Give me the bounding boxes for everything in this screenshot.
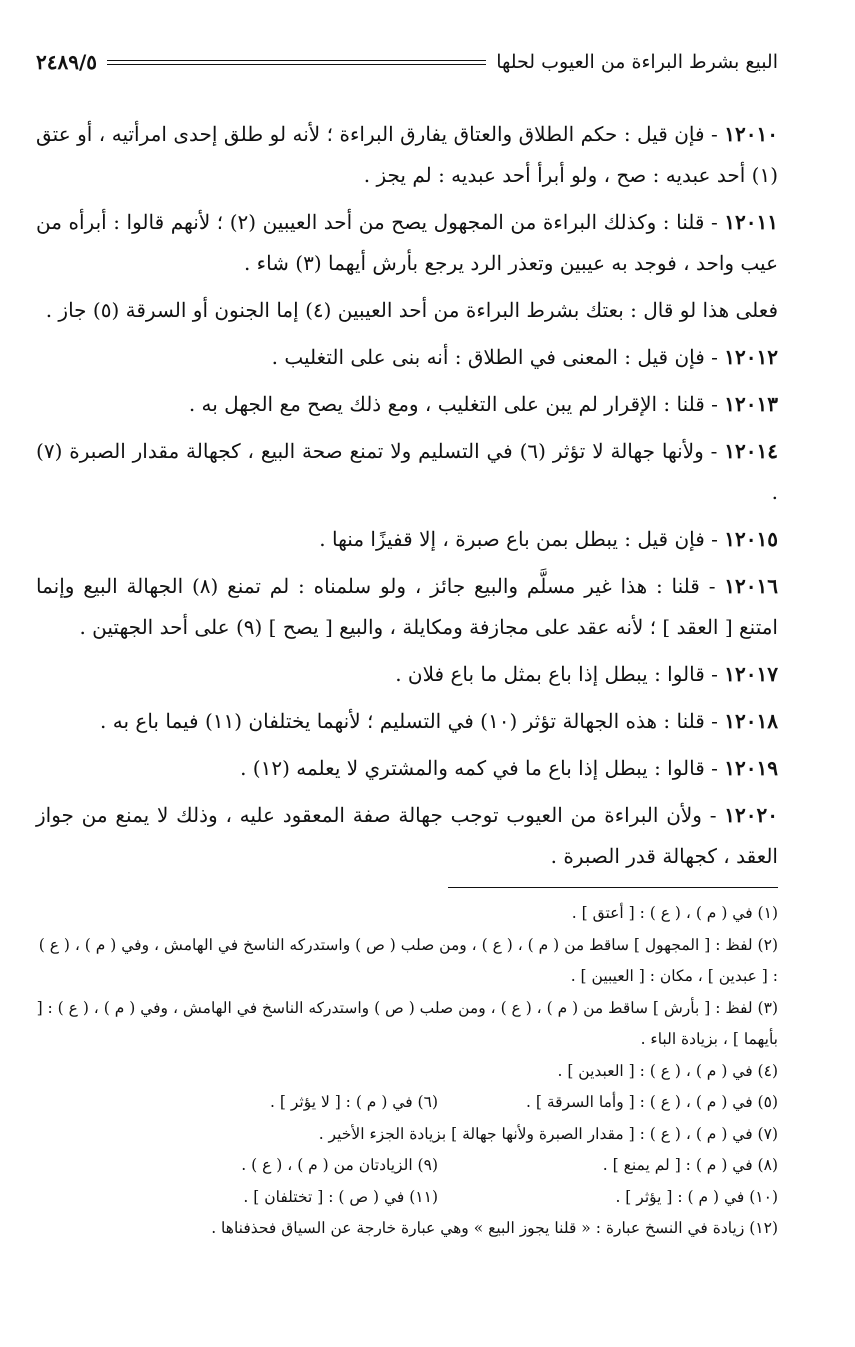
paragraph-text: - ولأن البراءة من العيوب توجب جهالة صفة المعقود عليه ، وذلك لا يمنع من جواز العقد ، كجهالة قدر الصبرة . <box>36 803 778 868</box>
footnote-row <box>36 1150 778 1182</box>
paragraph-text: - فإن قيل : المعنى في الطلاق : أنه بنى على التغليب . <box>271 345 725 369</box>
footnote-row <box>36 1087 778 1119</box>
paragraph <box>36 431 778 513</box>
paragraph-number: ١٢٠١٩ <box>724 756 778 780</box>
paragraph <box>36 114 778 196</box>
paragraph-text: - فإن قيل : يبطل بمن باع صبرة ، إلا قفيزًا منها . <box>319 527 725 551</box>
paragraph-text: - ولأنها جهالة لا تؤثر (٦) في التسليم ولا تمنع صحة البيع ، كجهالة مقدار الصبرة (٧) . <box>36 439 778 504</box>
paragraph <box>36 290 778 331</box>
paragraph <box>36 566 778 648</box>
paragraph-number: ١٢٠٢٠ <box>724 803 778 827</box>
page-reference: ٢٤٨٩/٥ <box>36 50 98 74</box>
paragraph <box>36 654 778 695</box>
footnote-1: (١) في ( م ) ، ( ع ) : [ أعتق ] . <box>571 904 778 922</box>
footnote-divider <box>448 887 778 888</box>
paragraph-number: ١٢٠١٤ <box>724 439 779 463</box>
paragraph-text: - قالوا : يبطل إذا باع بمثل ما باع فلان . <box>395 662 725 686</box>
footnote-9: (٩) الزيادتان من ( م ) ، ( ع ) . <box>241 1156 438 1174</box>
footnote-3: (٣) لفظ : [ بأرش ] ساقط من ( م ) ، ( ع ) ، ومن صلب ( ص ) واستدركه الناسخ في الهامش ، وفي ( م ) ، ( ع ) : [ بأيهما ] ، بزيادة الباء . <box>31 998 778 1048</box>
paragraph <box>36 795 778 877</box>
footnotes <box>31 898 778 1245</box>
paragraph-number: ١٢٠١٧ <box>724 662 778 686</box>
footnote-8: (٨) في ( م ) : [ لم يمنع ] . <box>602 1156 778 1174</box>
paragraph <box>36 202 778 284</box>
paragraph-text: - قلنا : هذه الجهالة تؤثر (١٠) في التسليم ؛ لأنهما يختلفان (١١) فيما باع به . <box>100 709 725 733</box>
footnote-7: (٧) في ( م ) ، ( ع ) : [ مقدار الصبرة ولأنها جهالة ] بزيادة الجزء الأخير . <box>318 1124 778 1143</box>
paragraph-text: فعلى هذا لو قال : بعتك بشرط البراءة من أحد العيبين (٤) إما الجنون أو السرقة (٥) جاز . <box>45 298 778 322</box>
footnote-5: (٥) في ( م ) ، ( ع ) : [ وأما السرقة ] . <box>526 1093 778 1111</box>
paragraph-text: - قلنا : هذا غير مسلَّم والبيع جائز ، ولو سلمناه : لم تمنع (٨) الجهالة البيع وإنما امتنع [ العقد ] ؛ لأنه عقد على مجازفة ومكايلة ، والبيع [ يصح ] (٩) على أحد الجهتين . <box>36 574 778 639</box>
paragraph-text: - قلنا : الإقرار لم يبن على التغليب ، ومع ذلك يصح مع الجهل به . <box>188 392 725 416</box>
main-text <box>36 114 778 877</box>
footnote-row <box>36 1182 778 1214</box>
paragraph-number: ١٢٠١٠ <box>724 122 778 146</box>
paragraph-number: ١٢٠١٢ <box>724 345 778 369</box>
footnote-12: (١٢) زيادة في النسخ عبارة : « قلنا يجوز البيع » وهي عبارة خارجة عن السياق فحذفناها . <box>211 1219 778 1237</box>
paragraph-text: - فإن قيل : حكم الطلاق والعتاق يفارق البراءة ؛ لأنه لو طلق إحدى امرأتيه ، أو عتق (١) أحد عبديه : صح ، ولو أبرأ أحد عبديه : لم يجز . <box>36 122 778 187</box>
running-header <box>36 42 778 82</box>
footnote-row <box>36 1056 778 1088</box>
footnote-11: (١١) في ( ص ) : [ تختلفان ] . <box>243 1187 438 1206</box>
header-rule <box>107 60 486 65</box>
paragraph-number: ١٢٠١١ <box>724 210 779 234</box>
paragraph-number: ١٢٠١٣ <box>724 392 778 416</box>
paragraph <box>36 748 778 789</box>
paragraph-number: ١٢٠١٨ <box>724 709 778 733</box>
document-page <box>31 42 779 1245</box>
footnote-2: (٢) لفظ : [ المجهول ] ساقط من ( م ) ، ( ع ) ، ومن صلب ( ص ) واستدركه الناسخ في الهامش ، وفي ( م ) ، ( ع ) : [ عبدين ] ، مكان : [ العيبين ] . <box>33 935 778 985</box>
paragraph-number: ١٢٠١٥ <box>724 527 778 551</box>
paragraph <box>36 701 778 742</box>
footnote-6: (٦) في ( م ) : [ لا يؤثر ] . <box>270 1093 438 1111</box>
paragraph <box>36 337 778 378</box>
paragraph-text: - قلنا : وكذلك البراءة من المجهول يصح من أحد العيبين (٢) ؛ لأنهم قالوا : أبرأه من عيب واحد ، فوجد به عيبين وتعذر الرد يرجع بأرش أيهما (٣) شاء . <box>36 210 778 275</box>
header-title: البيع بشرط البراءة من العيوب لحلها <box>496 51 778 73</box>
footnote-10: (١٠) في ( م ) : [ يؤثر ] . <box>615 1187 778 1206</box>
footnote-4: (٤) في ( م ) ، ( ع ) : [ العبدين ] . <box>557 1061 778 1080</box>
paragraph-number: ١٢٠١٦ <box>724 574 778 598</box>
paragraph-text: - قالوا : يبطل إذا باع ما في كمه والمشتري لا يعلمه (١٢) . <box>240 756 725 780</box>
paragraph <box>36 384 778 425</box>
paragraph <box>36 519 778 560</box>
footnote-blank <box>36 1056 438 1088</box>
